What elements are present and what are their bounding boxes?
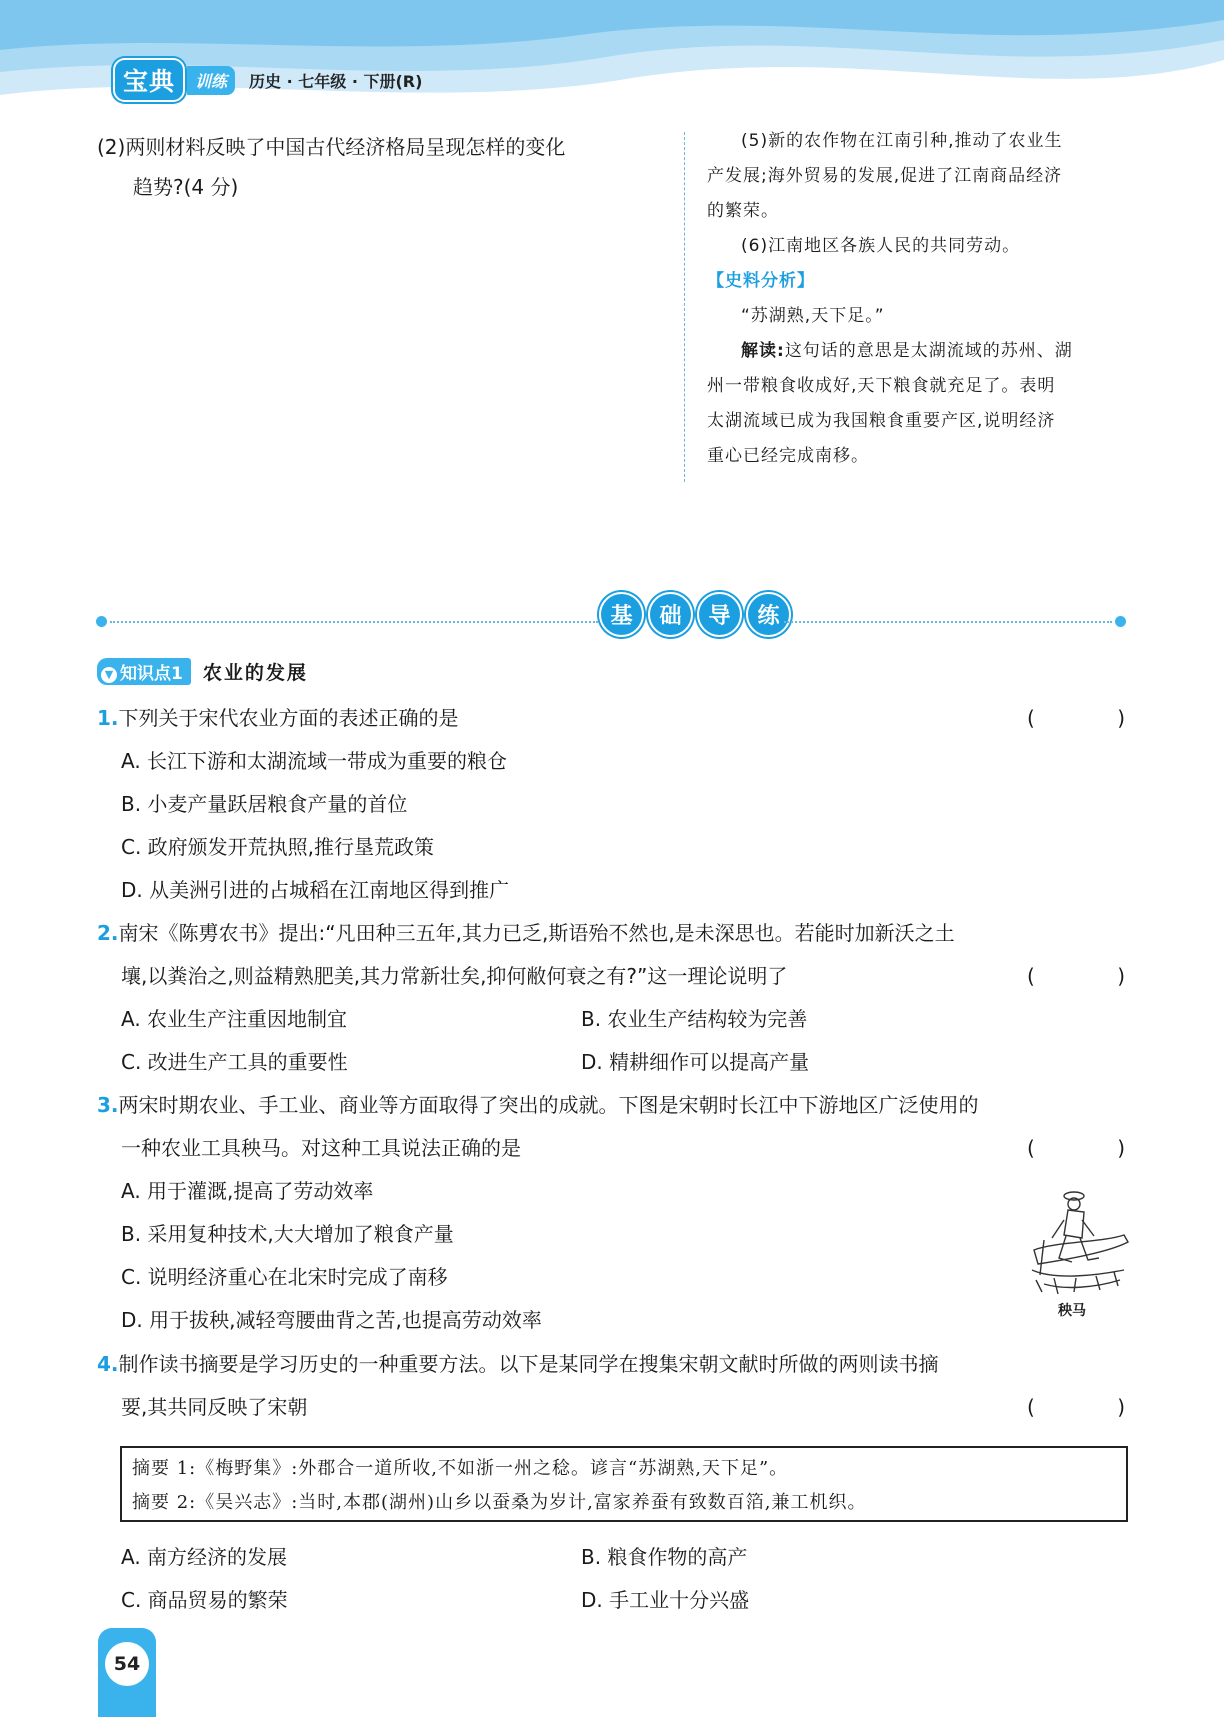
answer-6: (6)江南地区各族人民的共同劳动。 bbox=[741, 236, 1021, 256]
answer-blank[interactable] bbox=[1027, 1386, 1125, 1429]
question-stem: 两宋时期农业、手工业、商业等方面取得了突出的成就。下图是宋朝时长江中下游地区广泛使用的 bbox=[118, 1093, 979, 1117]
question-4-options bbox=[97, 1536, 749, 1622]
option-c[interactable]: C. 改进生产工具的重要性 bbox=[121, 1050, 348, 1074]
question-number: 1. bbox=[97, 706, 119, 730]
page-number: 54 bbox=[105, 1642, 149, 1686]
question-number: 4. bbox=[97, 1352, 119, 1376]
analysis-quote: “苏湖熟,天下足。” bbox=[741, 306, 885, 326]
blank-open: ( bbox=[1027, 1395, 1035, 1419]
divider-line bbox=[110, 621, 598, 623]
excerpt-box bbox=[120, 1446, 1128, 1522]
section-title bbox=[599, 592, 791, 637]
question-number: 3. bbox=[97, 1093, 119, 1117]
page-tab bbox=[98, 1628, 156, 1717]
question-stem: 一种农业工具秧马。对这种工具说法正确的是 bbox=[121, 1136, 521, 1160]
question-stem: 要,其共同反映了宋朝 bbox=[121, 1395, 308, 1419]
knowledge-point-header bbox=[97, 658, 308, 685]
option-a[interactable]: A. 南方经济的发展 bbox=[121, 1545, 288, 1569]
question-stem: 壤,以粪治之,则益精熟肥美,其力常新壮矣,抑何敝何衰之有?”这一理论说明了 bbox=[121, 964, 788, 988]
brand-header bbox=[113, 58, 422, 102]
interpretation-label: 解读: bbox=[741, 341, 785, 361]
option-d[interactable]: D. 精耕细作可以提高产量 bbox=[581, 1050, 810, 1074]
answer-5-line: (5)新的农作物在江南引种,推动了农业生 bbox=[741, 131, 1063, 151]
blank-close: ) bbox=[1117, 964, 1125, 988]
question-stem: 南宋《陈旉农书》提出:“凡田种三五年,其力已乏,斯语殆不然也,是未深思也。若能时加新沃之土 bbox=[118, 921, 955, 945]
question-1 bbox=[97, 697, 1125, 912]
answer-blank[interactable] bbox=[1027, 1127, 1125, 1170]
option-b[interactable]: B. 农业生产结构较为完善 bbox=[581, 1007, 808, 1031]
option-d[interactable]: D. 手工业十分兴盛 bbox=[581, 1588, 750, 1612]
excerpt-1: 摘要 1:《梅野集》:外郡合一道所收,不如浙一州之稔。谚言“苏湖熟,天下足”。 bbox=[132, 1458, 789, 1479]
interpretation-line: 州一带粮食收成好,天下粮食就充足了。表明 bbox=[707, 376, 1056, 396]
option-b[interactable]: B. 小麦产量跃居粮食产量的首位 bbox=[121, 792, 408, 816]
option-c[interactable]: C. 政府颁发开荒执照,推行垦荒政策 bbox=[121, 835, 435, 859]
divider-dot-icon bbox=[1115, 616, 1126, 627]
interpretation-line: 重心已经完成南移。 bbox=[707, 446, 869, 466]
option-d[interactable]: D. 用于拔秧,减轻弯腰曲背之苦,也提高劳动效率 bbox=[121, 1308, 542, 1332]
section-divider bbox=[96, 604, 1126, 634]
excerpt-2: 摘要 2:《吴兴志》:当时,本郡(湖州)山乡以蚕桑为岁计,富家养蚕有致数百箔,兼工机织。 bbox=[132, 1492, 867, 1513]
answer-5-line: 的繁荣。 bbox=[707, 201, 779, 221]
interpretation-line: 太湖流域已成为我国粮食重要产区,说明经济 bbox=[707, 411, 1056, 431]
right-column bbox=[707, 124, 1130, 474]
brand-subtitle: 训练 bbox=[187, 66, 235, 95]
question-stem: 下列关于宋代农业方面的表述正确的是 bbox=[118, 706, 459, 730]
option-c[interactable]: C. 商品贸易的繁荣 bbox=[121, 1588, 288, 1612]
knowledge-point-tag-label: 知识点1 bbox=[120, 664, 183, 684]
column-divider bbox=[684, 132, 685, 482]
figure-caption: 秧马 bbox=[1058, 1303, 1086, 1319]
blank-open: ( bbox=[1027, 964, 1035, 988]
option-a[interactable]: A. 长江下游和太湖流域一带成为重要的粮仓 bbox=[121, 749, 508, 773]
section-title-char: 导 bbox=[697, 592, 742, 637]
brand-logo: 宝典 bbox=[113, 58, 185, 102]
option-a[interactable]: A. 用于灌溉,提高了劳动效率 bbox=[121, 1179, 374, 1203]
section-title-char: 础 bbox=[648, 592, 693, 637]
blank-open: ( bbox=[1027, 706, 1035, 730]
question-2-part-line: (2)两则材料反映了中国古代经济格局呈现怎样的变化 bbox=[97, 135, 566, 159]
knowledge-point-title: 农业的发展 bbox=[202, 662, 308, 684]
question-2-part-line: 趋势?(4 分) bbox=[133, 175, 239, 199]
blank-close: ) bbox=[1117, 706, 1125, 730]
question-number: 2. bbox=[97, 921, 119, 945]
triangle-down-icon: ▼ bbox=[101, 667, 117, 683]
left-column bbox=[97, 127, 672, 207]
divider-dot-icon bbox=[96, 616, 107, 627]
question-3 bbox=[97, 1084, 1125, 1342]
answer-5-line: 产发展;海外贸易的发展,促进了江南商品经济 bbox=[707, 166, 1063, 186]
blank-close: ) bbox=[1117, 1395, 1125, 1419]
analysis-title: 【史料分析】 bbox=[707, 271, 815, 291]
question-4 bbox=[97, 1343, 1125, 1429]
blank-close: ) bbox=[1117, 1136, 1125, 1160]
yangma-illustration bbox=[1024, 1180, 1134, 1320]
option-c[interactable]: C. 说明经济重心在北宋时完成了南移 bbox=[121, 1265, 448, 1289]
answer-blank[interactable] bbox=[1027, 697, 1125, 740]
knowledge-point-tag bbox=[97, 658, 191, 685]
question-stem: 制作读书摘要是学习历史的一种重要方法。以下是某同学在搜集宋朝文献时所做的两则读书摘 bbox=[118, 1352, 939, 1376]
section-title-char: 练 bbox=[746, 592, 791, 637]
interpretation-line bbox=[707, 334, 1130, 369]
section-title-char: 基 bbox=[599, 592, 644, 637]
option-d[interactable]: D. 从美洲引进的占城稻在江南地区得到推广 bbox=[121, 878, 510, 902]
question-2 bbox=[97, 912, 1125, 1084]
interpretation-text: 这句话的意思是太湖流域的苏州、湖 bbox=[784, 341, 1073, 361]
divider-line bbox=[784, 621, 1112, 623]
option-b[interactable]: B. 采用复种技术,大大增加了粮食产量 bbox=[121, 1222, 454, 1246]
answer-blank[interactable] bbox=[1027, 955, 1125, 998]
option-b[interactable]: B. 粮食作物的高产 bbox=[581, 1545, 748, 1569]
subject-label: 历史 · 七年级 · 下册(R) bbox=[249, 71, 423, 91]
option-a[interactable]: A. 农业生产注重因地制宜 bbox=[121, 1007, 348, 1031]
blank-open: ( bbox=[1027, 1136, 1035, 1160]
